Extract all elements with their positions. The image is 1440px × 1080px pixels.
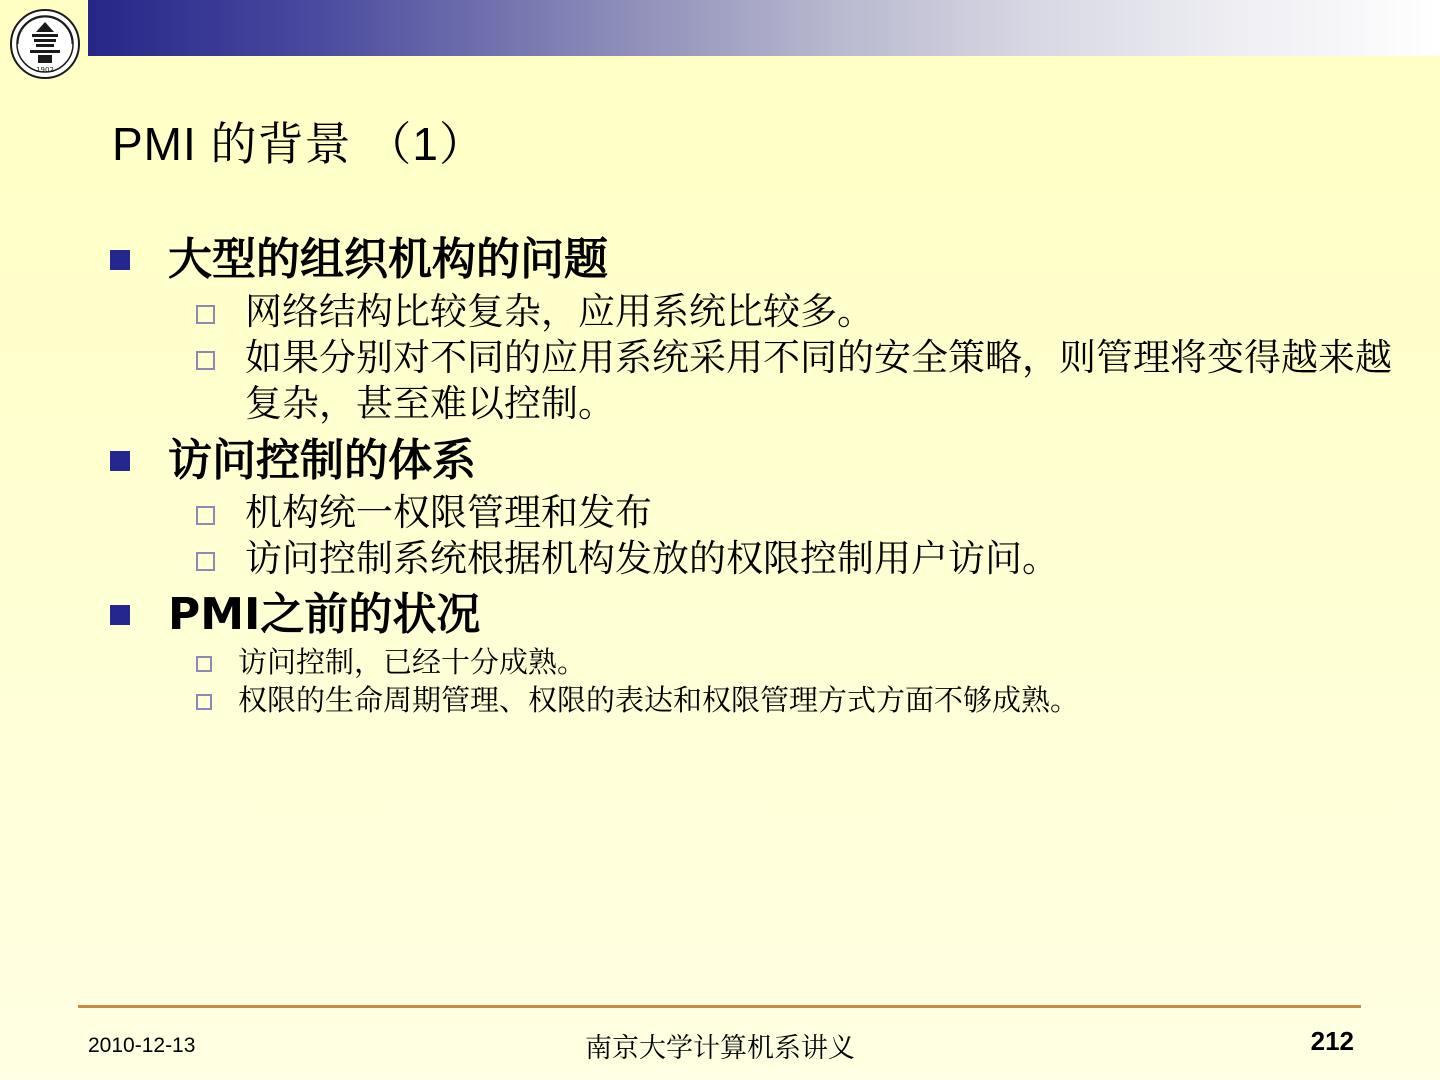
content-group xyxy=(110,232,1400,427)
bullet-level2 xyxy=(196,289,1400,335)
hollow-square-bullet-icon xyxy=(196,351,215,370)
bullet-level1 xyxy=(110,232,1400,287)
bullet-level2-label: 访问控制系统根据机构发放的权限控制用户访问。 xyxy=(245,536,1059,580)
content-group xyxy=(110,433,1400,582)
nanjing-university-logo-icon xyxy=(8,2,82,92)
hollow-square-bullet-icon xyxy=(196,552,215,571)
bullet-level2-label: 访问控制，已经十分成熟。 xyxy=(238,645,587,680)
bullet-level2 xyxy=(196,682,1400,720)
bullet-level2 xyxy=(196,536,1400,582)
square-bullet-icon xyxy=(110,250,130,270)
bullet-level1-label: 访问控制的体系 xyxy=(168,434,476,486)
bullet-level2 xyxy=(196,335,1400,427)
top-banner xyxy=(0,0,1440,56)
square-bullet-icon xyxy=(110,451,130,471)
hollow-square-bullet-icon xyxy=(196,694,212,710)
page-title: PMI 的背景 （1） xyxy=(112,118,486,170)
bullet-level2 xyxy=(196,644,1400,682)
square-bullet-icon xyxy=(110,605,130,625)
bullet-level2-label: 机构统一权限管理和发布 xyxy=(245,490,652,534)
footer-date: 2010-12-13 xyxy=(88,1034,196,1057)
bullet-level1 xyxy=(110,433,1400,488)
bullet-level2-label: 权限的生命周期管理、权限的表达和权限管理方式方面不够成熟。 xyxy=(238,683,1080,718)
hollow-square-bullet-icon xyxy=(196,305,215,324)
svg-text:1902: 1902 xyxy=(36,66,54,74)
footer-page-number: 212 xyxy=(1310,1026,1354,1056)
bullet-level1-label: 大型的组织机构的问题 xyxy=(168,234,608,285)
hollow-square-bullet-icon xyxy=(196,506,215,525)
bullet-level2-label: 如果分别对不同的应用系统采用不同的安全策略，则管理将变得越来越复杂，甚至难以控制。 xyxy=(245,335,1392,425)
footer-divider xyxy=(78,1005,1361,1008)
content-group xyxy=(110,587,1400,719)
slide-body xyxy=(110,232,1400,726)
bullet-level1 xyxy=(110,587,1400,642)
bullet-level2-label: 网络结构比较复杂，应用系统比较多。 xyxy=(245,290,874,333)
bullet-level1-label: PMI之前的状况 xyxy=(168,589,481,641)
footer-center-text: 南京大学计算机系讲义 xyxy=(585,1033,855,1064)
bullet-level2 xyxy=(196,490,1400,536)
hollow-square-bullet-icon xyxy=(196,656,212,672)
